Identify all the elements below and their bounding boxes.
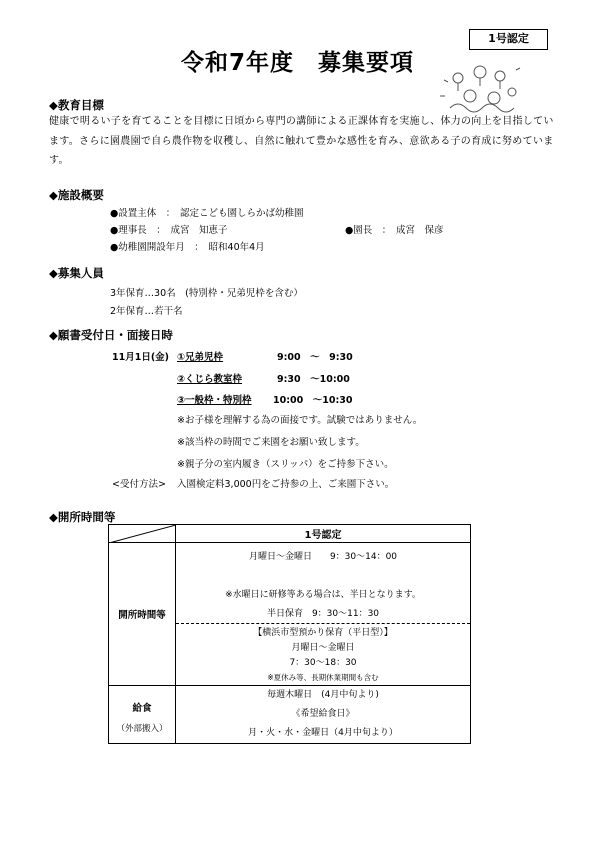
recruit-heading: ◆募集人員 xyxy=(49,266,104,280)
application-note: ※お子様を理解する為の面接です。試験ではありません。 xyxy=(177,415,423,426)
method-label: <受付方法> xyxy=(112,479,166,490)
row-label-hours: 開所時間等 xyxy=(109,543,176,686)
lunch-sub-label: （外部搬入） xyxy=(116,723,168,734)
education-text: 健康で明るい子を育てることを目標に日頃から専門の講師による正課体育を実施し、体力の向上を目指しています。さらに園農園で自ら農作物を収穫し、自然に触れて豊かな感性を育み、意欲ある子の育成に努めています。 xyxy=(49,116,554,166)
diagonal-line-icon xyxy=(109,525,176,543)
care-note: ※夏休み等、長期休業期間も含む xyxy=(267,673,379,682)
care-time: 7：30～18：30 xyxy=(289,658,357,668)
certification-badge: 1号認定 xyxy=(469,29,548,50)
care-days: 月曜日～金曜日 xyxy=(291,643,355,653)
wednesday-note: ※水曜日に研修等ある場合は、半日となります。 xyxy=(225,590,421,600)
established-line: ●幼稚園開設年月 ： 昭和40年4月 xyxy=(110,242,265,253)
kids-illustration-icon xyxy=(436,60,526,118)
slot-time: 9:30 ～10:00 xyxy=(277,374,350,385)
lunch-line: 《希望給食日》 xyxy=(291,709,355,719)
table-corner-cell xyxy=(109,525,176,543)
recruit-2year: 2年保育…若干名 xyxy=(110,306,183,317)
row-label-lunch: 給食 （外部搬入） xyxy=(109,686,176,744)
application-note: ※親子分の室内履き（スリッパ）をご持参下さい。 xyxy=(177,459,394,470)
principal-line: ●園長 ： 成宮 保彦 xyxy=(345,225,444,236)
lunch-cell xyxy=(176,686,471,744)
application-date: 11月1日(金) xyxy=(112,352,170,363)
half-day-hours: 半日保育 9：30～11：30 xyxy=(266,609,380,619)
recruit-3year: 3年保育…30名 (特別枠・兄弟児枠を含む） xyxy=(110,288,303,299)
hours-cell xyxy=(176,543,471,686)
hours-heading: ◆開所時間等 xyxy=(49,510,116,524)
method-text: 入園検定料3,000円をご持参の上、ご来園下さい。 xyxy=(177,479,395,490)
application-heading: ◆願書受付日・面接日時 xyxy=(49,328,173,342)
application-note: ※該当枠の時間でご来園をお願い致します。 xyxy=(177,437,365,448)
slot-time: 9:00 ～ 9:30 xyxy=(277,352,353,363)
chairman-line: ●理事長 ： 成宮 知恵子 xyxy=(110,225,228,236)
founder-line: ●設置主体 ： 認定こども園しらかば幼稚園 xyxy=(110,208,304,219)
slot-name: ③一般枠・特別枠 xyxy=(177,395,252,406)
weekday-hours: 月曜日～金曜日 9：30～14：00 xyxy=(248,552,398,562)
page-title: 令和7年度 募集要項 xyxy=(180,50,414,76)
lunch-line: 月・火・水・金曜日（4月中旬より） xyxy=(248,728,398,738)
slot-name: ①兄弟児枠 xyxy=(177,352,224,363)
lunch-line: 毎週木曜日 (4月中旬より) xyxy=(267,690,379,700)
care-title: 【横浜市型預かり保育（平日型）】 xyxy=(253,628,393,638)
table-header: 1号認定 xyxy=(176,525,471,543)
slot-time: 10:00 ～10:30 xyxy=(273,395,353,406)
slot-name: ②くじら教室枠 xyxy=(177,374,243,385)
facility-heading: ◆施設概要 xyxy=(49,188,104,202)
hours-table xyxy=(108,524,471,744)
education-heading: ◆教育目標 xyxy=(49,98,104,112)
